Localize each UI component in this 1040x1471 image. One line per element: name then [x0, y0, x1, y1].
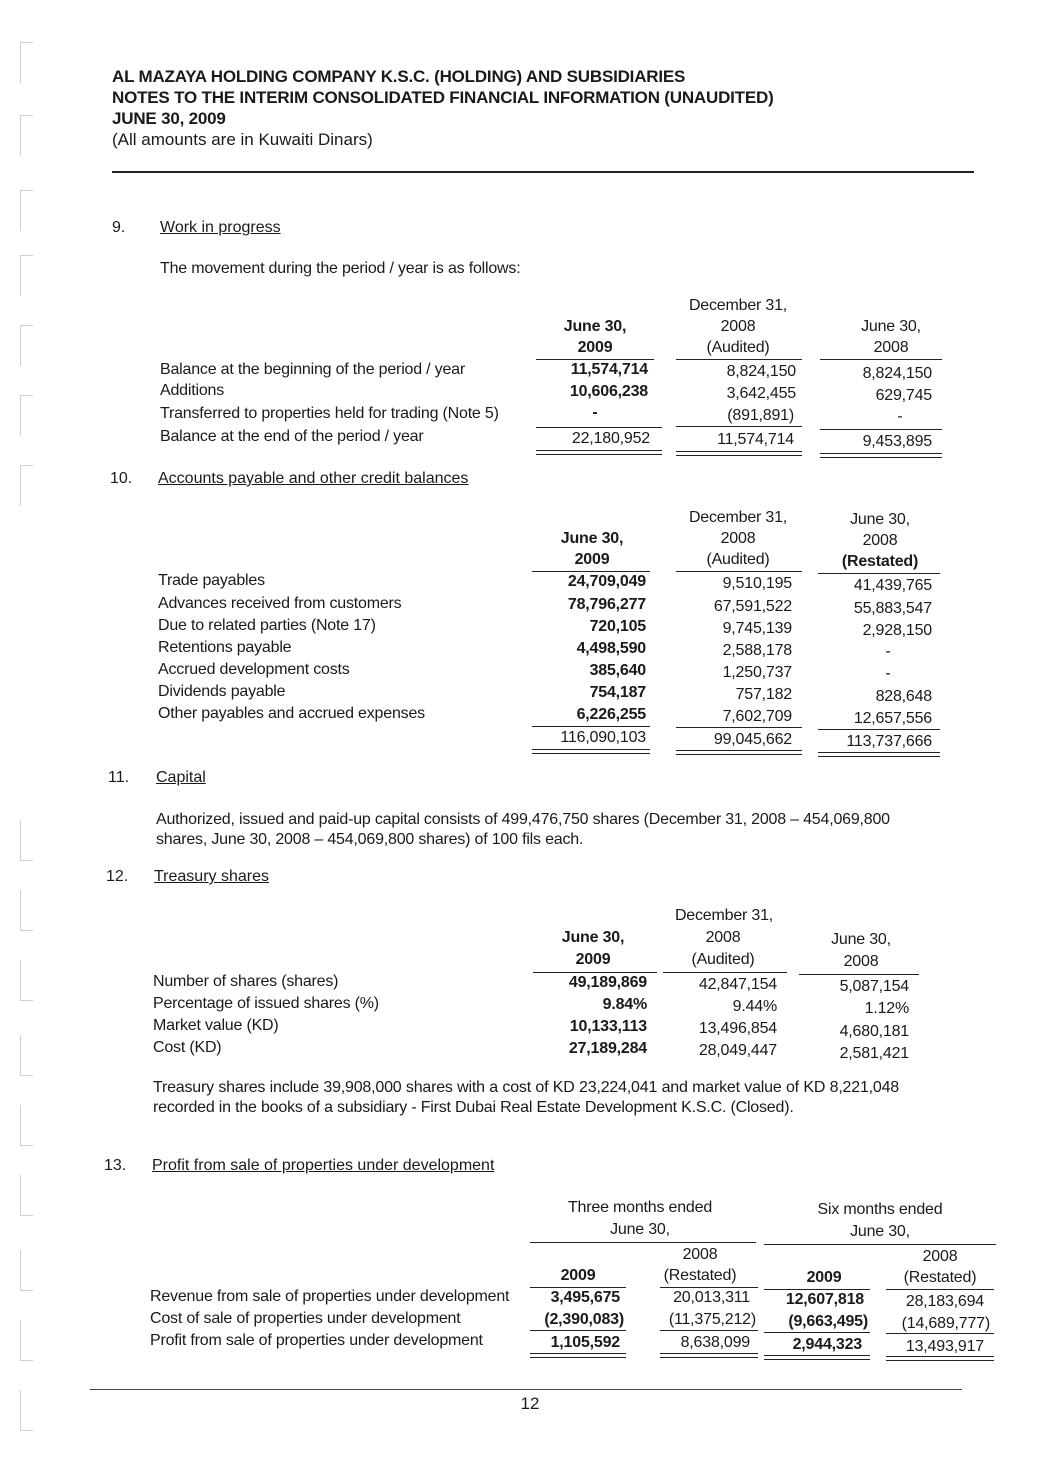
section-title: Work in progress [160, 219, 281, 236]
row-label: Balance at the beginning of the period / year [160, 361, 466, 378]
table-cell: 2,581,421 [839, 1045, 909, 1062]
table-cell: 13,493,917 [905, 1338, 984, 1355]
section-number: 10. [110, 470, 133, 487]
row-label: Balance at the end of the period / year [160, 428, 424, 445]
table-cell: 24,709,049 [567, 573, 646, 590]
table-cell: (11,375,212) [668, 1311, 756, 1328]
header-underline [818, 573, 940, 574]
table-cell: 67,591,522 [713, 598, 792, 615]
table-cell: 13,496,854 [698, 1020, 777, 1037]
treasury-shares-table [153, 906, 953, 1066]
table-cell: 12,657,556 [853, 710, 932, 727]
table-cell: 828,648 [875, 688, 932, 705]
currency-note: (All amounts are in Kuwaiti Dinars) [112, 130, 373, 149]
margin-mark [20, 960, 33, 1001]
header-underline [663, 972, 787, 973]
margin-mark [20, 395, 33, 436]
column-header: 2008 [862, 532, 898, 549]
table-cell: 78,796,277 [567, 596, 646, 613]
document-header [112, 66, 972, 151]
group-header: June 30, [850, 1223, 910, 1240]
column-header: June 30, [861, 318, 921, 335]
table-cell: - [885, 665, 891, 682]
table-cell: 385,640 [589, 662, 646, 679]
margin-mark [20, 255, 33, 296]
subtotal-rule [764, 1332, 870, 1333]
margin-mark [20, 1175, 33, 1216]
section-number: 11. [108, 769, 130, 786]
table-cell: 10,606,238 [569, 383, 648, 400]
treasury-shares-note: Treasury shares include 39,908,000 shares with a cost of KD 23,224,041 and market value of KD 8,221,048 recorded in the books of a subsidiary - First Dubai Real Estate Development K.S.C. (Closed). [153, 1079, 899, 1116]
table-cell: 8,638,099 [680, 1334, 750, 1351]
margin-mark [20, 1390, 33, 1431]
row-label: Cost (KD) [153, 1039, 222, 1056]
section-title: Accounts payable and other credit balances [158, 470, 469, 487]
group-header: June 30, [610, 1221, 670, 1238]
document-title: NOTES TO THE INTERIM CONSOLIDATED FINANCIAL INFORMATION (UNAUDITED) [112, 88, 774, 107]
document-date: JUNE 30, 2009 [112, 109, 226, 128]
table-cell: 754,187 [589, 684, 646, 701]
column-header: 2008 [922, 1248, 958, 1265]
table-cell: (14,689,777) [901, 1315, 990, 1332]
total-cell: 99,045,662 [713, 731, 792, 748]
total-double-rule [886, 1356, 994, 1361]
subtotal-rule [676, 727, 802, 728]
total-double-rule [530, 1353, 626, 1358]
total-double-rule [820, 453, 942, 458]
margin-mark [20, 465, 33, 506]
column-header: (Restated) [841, 553, 919, 570]
table-cell: (891,891) [727, 407, 794, 424]
table-cell: 28,183,694 [905, 1293, 984, 1310]
margin-mark [20, 42, 33, 83]
row-label: Additions [160, 382, 225, 399]
table-cell: 28,049,447 [698, 1042, 777, 1059]
group-underline [764, 1244, 996, 1245]
column-header: (Restated) [903, 1269, 977, 1286]
footer-rule [90, 1389, 962, 1390]
table-cell: 49,189,869 [568, 974, 647, 991]
table-cell: 1,250,737 [722, 664, 792, 681]
margin-mark [20, 1105, 33, 1146]
row-label: Revenue from sale of properties under development [150, 1288, 510, 1305]
margin-mark [20, 820, 33, 861]
table-cell: 9,453,895 [862, 433, 932, 450]
column-header: June 30, [850, 511, 910, 528]
row-label: Number of shares (shares) [153, 973, 339, 990]
column-header: June 30, [560, 530, 624, 547]
subtotal-rule [886, 1333, 994, 1334]
total-double-rule [532, 749, 650, 754]
subtotal-rule [818, 729, 940, 730]
column-header: December 31, [688, 297, 788, 314]
header-underline [676, 359, 802, 360]
table-cell: (9,663,495) [788, 1313, 868, 1330]
header-underline [886, 1289, 994, 1290]
accounts-payable-table [158, 508, 958, 758]
table-cell: 9,745,139 [722, 620, 792, 637]
column-header: 2008 [720, 318, 756, 335]
row-label: Retentions payable [158, 639, 292, 656]
table-cell: 2,928,150 [862, 622, 932, 639]
total-top-rule [536, 427, 662, 428]
column-header: 2008 [873, 339, 909, 356]
table-cell: 2,944,323 [792, 1336, 862, 1353]
subtotal-rule [532, 726, 650, 727]
column-header: June 30, [831, 931, 891, 948]
table-cell: 27,189,284 [568, 1040, 647, 1057]
column-header: 2009 [577, 339, 613, 356]
table-cell: 1,105,592 [550, 1334, 620, 1351]
section-number: 9. [112, 219, 126, 236]
column-header: (Audited) [706, 339, 770, 356]
row-label: Trade payables [158, 572, 265, 589]
subtotal-rule [530, 1330, 626, 1331]
column-header: 2008 [720, 530, 756, 547]
header-underline [820, 359, 942, 360]
margin-mark [20, 1320, 33, 1361]
section-title: Capital [156, 769, 206, 786]
subtotal-rule [676, 426, 802, 427]
table-cell: - [592, 404, 598, 421]
row-label: Percentage of issued shares (%) [153, 995, 379, 1012]
section-number: 12. [106, 868, 129, 885]
column-header: June 30, [561, 929, 625, 946]
table-cell: 9.44% [732, 998, 777, 1015]
column-header: 2009 [806, 1269, 842, 1286]
table-cell: 1.12% [864, 1000, 909, 1017]
row-label: Market value (KD) [153, 1017, 279, 1034]
total-cell: 116,090,103 [560, 729, 646, 746]
table-cell: 11,574,714 [570, 361, 648, 378]
company-name: AL MAZAYA HOLDING COMPANY K.S.C. (HOLDING) AND SUBSIDIARIES [112, 67, 686, 86]
table-cell: 55,883,547 [853, 600, 932, 617]
total-double-rule [536, 450, 662, 455]
group-header: Six months ended [817, 1201, 943, 1218]
table-cell: - [885, 643, 891, 660]
table-cell: 22,180,952 [571, 430, 650, 447]
table-cell: (2,390,083) [544, 1311, 624, 1328]
row-label: Profit from sale of properties under development [150, 1332, 483, 1349]
column-header: June 30, [563, 318, 627, 335]
subtotal-rule [660, 1330, 758, 1331]
table-cell: 3,495,675 [550, 1289, 620, 1306]
margin-mark [20, 1250, 33, 1291]
column-header: 2009 [575, 951, 611, 968]
table-cell: 8,824,150 [862, 365, 932, 382]
margin-mark [20, 190, 33, 231]
table-cell: 757,182 [735, 686, 792, 703]
page-number: 12 [520, 1394, 540, 1413]
capital-text: Authorized, issued and paid-up capital consists of 499,476,750 shares (December 31, 2008 – 454,069,800 shares, June 30, 2008 – 454,069,800 shares) of 100 fils each. [156, 811, 890, 848]
total-double-rule [764, 1355, 870, 1360]
table-cell: - [897, 408, 903, 425]
total-double-rule [660, 1353, 758, 1358]
table-cell: 42,847,154 [698, 976, 777, 993]
column-header: December 31, [688, 509, 788, 526]
table-cell: 7,602,709 [722, 708, 792, 725]
column-header: 2009 [574, 551, 610, 568]
section-number: 13. [104, 1157, 127, 1174]
margin-mark [20, 325, 33, 366]
group-header: Three months ended [567, 1199, 713, 1216]
table-cell: 12,607,818 [785, 1291, 864, 1308]
header-rule [112, 171, 974, 173]
row-label: Dividends payable [158, 683, 286, 700]
header-underline [676, 571, 802, 572]
table-cell: 6,226,255 [576, 706, 646, 723]
work-in-progress-table [160, 296, 950, 461]
column-header: (Audited) [706, 551, 770, 568]
section-title: Profit from sale of properties under development [152, 1157, 495, 1174]
row-label: Other payables and accrued expenses [158, 705, 425, 722]
total-double-rule [818, 752, 940, 757]
table-cell: 720,105 [589, 618, 646, 635]
total-double-rule [676, 451, 802, 456]
table-cell: 20,013,311 [673, 1289, 750, 1306]
margin-mark [20, 890, 33, 931]
row-label: Cost of sale of properties under development [150, 1310, 461, 1327]
table-cell: 41,439,765 [853, 577, 932, 594]
row-label: Transferred to properties held for trading (Note 5) [160, 405, 499, 422]
row-label: Accrued development costs [158, 661, 350, 678]
column-header: 2008 [682, 1246, 718, 1263]
total-top-rule [820, 429, 942, 430]
margin-mark [20, 115, 33, 156]
section-intro: The movement during the period / year is as follows: [160, 260, 521, 277]
section-title: Treasury shares [154, 868, 269, 885]
row-label: Advances received from customers [158, 595, 402, 612]
total-double-rule [676, 750, 802, 755]
table-cell: 8,824,150 [726, 363, 796, 380]
table-cell: 4,498,590 [576, 640, 646, 657]
total-cell: 113,737,666 [846, 733, 932, 750]
profit-sale-table [150, 1196, 1000, 1366]
row-label: Due to related parties (Note 17) [158, 617, 376, 634]
column-header: (Audited) [691, 951, 755, 968]
table-cell: 4,680,181 [839, 1023, 909, 1040]
table-cell: 2,588,178 [722, 642, 792, 659]
table-cell: 11,574,714 [717, 431, 794, 448]
column-header: 2009 [560, 1267, 596, 1284]
table-cell: 9.84% [602, 996, 647, 1013]
column-header: 2008 [843, 953, 879, 970]
table-cell: 9,510,195 [722, 575, 792, 592]
group-underline [530, 1242, 756, 1243]
column-header: December 31, [674, 907, 774, 924]
margin-mark [20, 1035, 33, 1076]
table-cell: 629,745 [875, 387, 932, 404]
table-cell: 5,087,154 [839, 978, 909, 995]
column-header: 2008 [705, 929, 741, 946]
column-header: (Restated) [663, 1267, 737, 1284]
table-cell: 3,642,455 [726, 385, 796, 402]
header-underline [799, 974, 919, 975]
table-cell: 10,133,113 [569, 1018, 647, 1035]
